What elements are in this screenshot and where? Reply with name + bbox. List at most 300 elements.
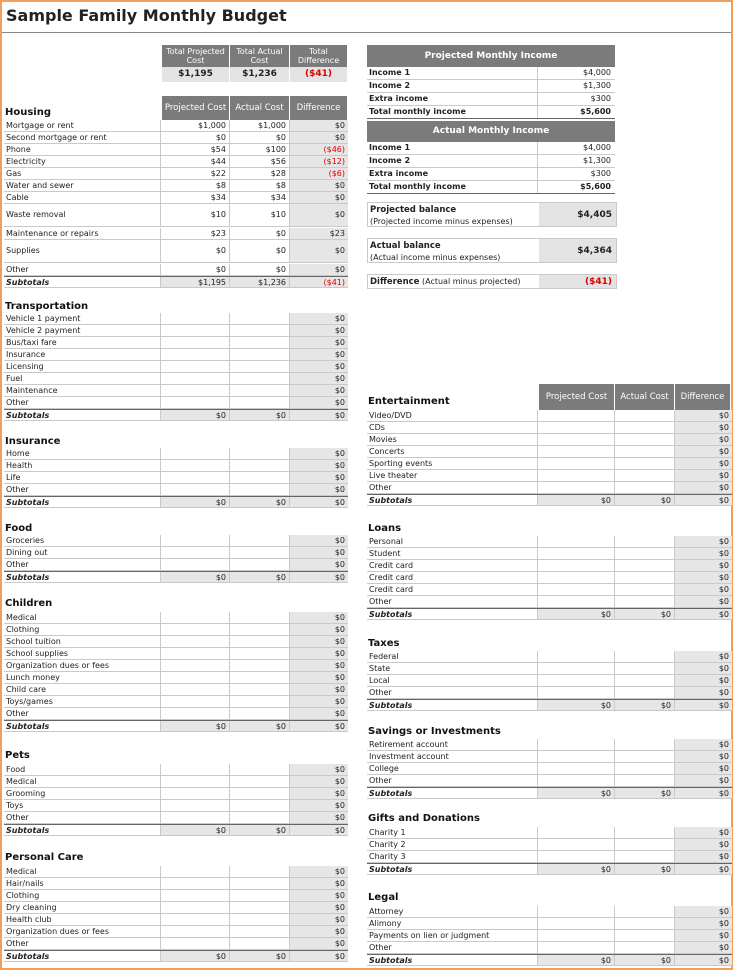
housing-row-actual: $56 xyxy=(230,156,290,167)
loans-row xyxy=(367,596,732,608)
personal_care-row-actual xyxy=(230,914,290,925)
housing-difference-header: Difference xyxy=(290,96,348,120)
taxes-row-difference: $0 xyxy=(675,663,732,674)
housing-row-label: Supplies xyxy=(4,240,161,262)
food-title: Food xyxy=(5,523,33,534)
legal-row-actual xyxy=(615,930,675,941)
food-subtotal-row-projected: $0 xyxy=(161,572,230,582)
pets-row-actual xyxy=(230,800,290,811)
transportation-row xyxy=(4,325,348,337)
transportation-row-projected xyxy=(161,337,230,348)
loans-row-actual xyxy=(615,560,675,571)
entertainment-row-difference: $0 xyxy=(675,470,732,481)
entertainment-row xyxy=(367,410,732,422)
loans-row-projected xyxy=(538,548,615,559)
housing-row xyxy=(4,168,348,180)
taxes-subtotal-row xyxy=(367,699,732,711)
housing-row-difference: $0 xyxy=(290,240,348,262)
children-row xyxy=(4,672,348,684)
savings-row xyxy=(367,739,732,751)
legal-row-label: Attorney xyxy=(367,906,538,917)
housing-row-label: Second mortgage or rent xyxy=(4,132,161,143)
savings-title: Savings or Investments xyxy=(368,726,501,737)
loans-row-projected xyxy=(538,596,615,607)
entertainment-row-projected xyxy=(538,470,615,481)
insurance-row-difference: $0 xyxy=(290,448,348,459)
savings-row-projected xyxy=(538,763,615,774)
housing-row xyxy=(4,132,348,144)
insurance-title: Insurance xyxy=(5,436,61,447)
insurance-subtotal-row-actual: $0 xyxy=(230,497,290,507)
housing-row-projected: $0 xyxy=(161,132,230,143)
housing-row-projected: $23 xyxy=(161,228,230,239)
insurance-row-actual xyxy=(230,460,290,471)
loans-row xyxy=(367,584,732,596)
transportation-row-difference: $0 xyxy=(290,385,348,396)
children-row-projected xyxy=(161,672,230,683)
entertainment-row-difference: $0 xyxy=(675,422,732,433)
legal-row-projected xyxy=(538,906,615,917)
pets-row-actual xyxy=(230,776,290,787)
transportation-row-label: Bus/taxi fare xyxy=(4,337,161,348)
loans-row-projected xyxy=(538,560,615,571)
taxes-row-label: State xyxy=(367,663,538,674)
housing-row-projected: $1,000 xyxy=(161,120,230,131)
housing-row-difference: $0 xyxy=(290,204,348,226)
food-row-difference: $0 xyxy=(290,559,348,570)
actual-balance-label: Actual balance xyxy=(370,241,441,251)
entertainment-row xyxy=(367,470,732,482)
housing-row-actual: $10 xyxy=(230,204,290,226)
insurance-subtotal-row-label: Subtotals xyxy=(4,497,161,507)
entertainment-row-actual xyxy=(615,434,675,445)
taxes-row-label: Other xyxy=(367,687,538,698)
housing-row xyxy=(4,192,348,204)
food-row-projected xyxy=(161,535,230,546)
transportation-row-label: Licensing xyxy=(4,361,161,372)
personal_care-row-label: Health club xyxy=(4,914,161,925)
loans-row-projected xyxy=(538,572,615,583)
children-row-difference: $0 xyxy=(290,648,348,659)
housing-row-difference: $0 xyxy=(290,132,348,143)
loans-subtotal-row-projected: $0 xyxy=(538,609,615,619)
income-row-label: Extra income xyxy=(367,93,538,105)
food-subtotal-row xyxy=(4,571,348,583)
transportation-row xyxy=(4,349,348,361)
savings-row-difference: $0 xyxy=(675,751,732,762)
taxes-row xyxy=(367,687,732,699)
loans-row xyxy=(367,560,732,572)
personal_care-subtotal-row-projected: $0 xyxy=(161,951,230,961)
loans-row-actual xyxy=(615,596,675,607)
personal_care-row-label: Clothing xyxy=(4,890,161,901)
legal-row-label: Other xyxy=(367,942,538,953)
gifts-row xyxy=(367,839,732,851)
food-row-label: Dining out xyxy=(4,547,161,558)
transportation-row xyxy=(4,397,348,409)
transportation-row-difference: $0 xyxy=(290,397,348,408)
pets-row-actual xyxy=(230,812,290,823)
income-row-value: $4,000 xyxy=(583,143,611,152)
children-row xyxy=(4,696,348,708)
children-row-actual xyxy=(230,660,290,671)
legal-row-difference: $0 xyxy=(675,930,732,941)
personal_care-row-difference: $0 xyxy=(290,878,348,889)
loans-row-difference: $0 xyxy=(675,536,732,547)
entertainment-row xyxy=(367,482,732,494)
children-row-label: Organization dues or fees xyxy=(4,660,161,671)
total-difference-value: ($41) xyxy=(290,67,348,82)
loans-row xyxy=(367,548,732,560)
insurance-row-difference: $0 xyxy=(290,472,348,483)
insurance-subtotal-row-projected: $0 xyxy=(161,497,230,507)
personal_care-row xyxy=(4,902,348,914)
loans-row-projected xyxy=(538,584,615,595)
pets-row-projected xyxy=(161,800,230,811)
entertainment-row-projected xyxy=(538,482,615,493)
personal_care-row-projected xyxy=(161,914,230,925)
savings-row xyxy=(367,751,732,763)
food-row-difference: $0 xyxy=(290,535,348,546)
housing-row-difference: $0 xyxy=(290,120,348,131)
food-row-actual xyxy=(230,535,290,546)
personal_care-row-actual xyxy=(230,926,290,937)
entertainment-subtotal-row-difference: $0 xyxy=(675,495,732,505)
housing-subtotal-row-difference: ($41) xyxy=(290,277,348,287)
insurance-row xyxy=(4,484,348,496)
entertainment-subtotal-row-actual: $0 xyxy=(615,495,675,505)
transportation-row-label: Maintenance xyxy=(4,385,161,396)
children-row-projected xyxy=(161,636,230,647)
entertainment-actual-header: Actual Cost xyxy=(615,384,675,410)
personal_care-row-difference: $0 xyxy=(290,890,348,901)
transportation-row-difference: $0 xyxy=(290,349,348,360)
transportation-row-difference: $0 xyxy=(290,373,348,384)
insurance-row xyxy=(4,448,348,460)
taxes-row xyxy=(367,663,732,675)
projected-income-header: Projected Monthly Income xyxy=(367,45,615,67)
entertainment-row-difference: $0 xyxy=(675,410,732,421)
housing-row-actual: $0 xyxy=(230,132,290,143)
children-row-difference: $0 xyxy=(290,636,348,647)
transportation-row-actual xyxy=(230,385,290,396)
loans-row-actual xyxy=(615,584,675,595)
transportation-row-projected xyxy=(161,325,230,336)
personal_care-row-label: Medical xyxy=(4,866,161,877)
loans-row-actual xyxy=(615,572,675,583)
transportation-subtotal-row-difference: $0 xyxy=(290,410,348,420)
gifts-row-projected xyxy=(538,851,615,862)
gifts-row-difference: $0 xyxy=(675,839,732,850)
loans-row-projected xyxy=(538,536,615,547)
entertainment-row xyxy=(367,434,732,446)
housing-row xyxy=(4,120,348,132)
difference-value: ($41) xyxy=(539,275,616,288)
transportation-row-actual xyxy=(230,325,290,336)
housing-row-label: Maintenance or repairs xyxy=(4,228,161,239)
loans-row-label: Personal xyxy=(367,536,538,547)
housing-row xyxy=(4,228,348,240)
taxes-row-label: Federal xyxy=(367,651,538,662)
projected-balance xyxy=(367,202,617,227)
savings-subtotal-row xyxy=(367,787,732,799)
loans-subtotal-row-difference: $0 xyxy=(675,609,732,619)
pets-row-difference: $0 xyxy=(290,764,348,775)
transportation-row-difference: $0 xyxy=(290,325,348,336)
income-row-value: $4,000 xyxy=(583,68,611,77)
transportation-row-projected xyxy=(161,361,230,372)
housing-row xyxy=(4,156,348,168)
total-projected-value: $1,195 xyxy=(162,67,230,82)
children-row-label: School supplies xyxy=(4,648,161,659)
entertainment-row-label: CDs xyxy=(367,422,538,433)
personal_care-row-actual xyxy=(230,890,290,901)
children-subtotal-row xyxy=(4,720,348,732)
legal-row-projected xyxy=(538,930,615,941)
children-row-label: Child care xyxy=(4,684,161,695)
savings-row xyxy=(367,775,732,787)
taxes-row xyxy=(367,651,732,663)
children-row-projected xyxy=(161,708,230,719)
children-row-actual xyxy=(230,624,290,635)
savings-row xyxy=(367,763,732,775)
pets-title: Pets xyxy=(5,750,30,761)
personal_care-row-actual xyxy=(230,902,290,913)
legal-row-actual xyxy=(615,942,675,953)
income-row-value: $300 xyxy=(590,94,611,103)
legal-subtotal-row xyxy=(367,954,732,966)
personal_care-row-difference: $0 xyxy=(290,914,348,925)
personal_care-row-projected xyxy=(161,878,230,889)
actual-balance-note: (Actual income minus expenses) xyxy=(370,253,501,262)
entertainment-row-difference: $0 xyxy=(675,446,732,457)
personal_care-row xyxy=(4,866,348,878)
transportation-subtotal-row xyxy=(4,409,348,421)
entertainment-row xyxy=(367,446,732,458)
housing-actual-header: Actual Cost xyxy=(230,96,290,120)
income-row-label: Total monthly income xyxy=(367,106,538,118)
gifts-row-actual xyxy=(615,827,675,838)
food-row-projected xyxy=(161,559,230,570)
income-row-label: Income 1 xyxy=(367,142,538,154)
loans-row xyxy=(367,536,732,548)
gifts-row-projected xyxy=(538,827,615,838)
food-row-label: Groceries xyxy=(4,535,161,546)
taxes-row-actual xyxy=(615,663,675,674)
transportation-row xyxy=(4,361,348,373)
housing-row xyxy=(4,264,348,276)
insurance-row-difference: $0 xyxy=(290,460,348,471)
income-row-label: Total monthly income xyxy=(367,181,538,193)
children-subtotal-row-actual: $0 xyxy=(230,721,290,731)
children-row-label: Toys/games xyxy=(4,696,161,707)
personal_care-subtotal-row-actual: $0 xyxy=(230,951,290,961)
children-row-label: Medical xyxy=(4,612,161,623)
food-row xyxy=(4,535,348,547)
insurance-row-label: Home xyxy=(4,448,161,459)
transportation-row xyxy=(4,373,348,385)
pets-row xyxy=(4,764,348,776)
pets-row-difference: $0 xyxy=(290,812,348,823)
loans-title: Loans xyxy=(368,523,402,534)
taxes-row-actual xyxy=(615,687,675,698)
savings-row-difference: $0 xyxy=(675,763,732,774)
children-row xyxy=(4,684,348,696)
entertainment-row xyxy=(367,422,732,434)
personal_care-row-projected xyxy=(161,890,230,901)
food-subtotal-row-label: Subtotals xyxy=(4,572,161,582)
children-row-difference: $0 xyxy=(290,660,348,671)
gifts-subtotal-row-projected: $0 xyxy=(538,864,615,874)
children-row-difference: $0 xyxy=(290,624,348,635)
pets-subtotal-row-actual: $0 xyxy=(230,825,290,835)
taxes-row-projected xyxy=(538,687,615,698)
gifts-row-difference: $0 xyxy=(675,851,732,862)
transportation-row-difference: $0 xyxy=(290,337,348,348)
transportation-subtotal-row-actual: $0 xyxy=(230,410,290,420)
gifts-title: Gifts and Donations xyxy=(368,813,480,824)
legal-row-projected xyxy=(538,942,615,953)
pets-row-projected xyxy=(161,764,230,775)
taxes-row xyxy=(367,675,732,687)
transportation-subtotal-row-label: Subtotals xyxy=(4,410,161,420)
income-row xyxy=(367,168,615,181)
savings-row-label: College xyxy=(367,763,538,774)
income-row-value: $1,300 xyxy=(583,156,611,165)
personal_care-row-projected xyxy=(161,866,230,877)
housing-row-label: Water and sewer xyxy=(4,180,161,191)
taxes-row-projected xyxy=(538,675,615,686)
personal_care-row xyxy=(4,926,348,938)
housing-row-label: Waste removal xyxy=(4,204,161,226)
taxes-row-difference: $0 xyxy=(675,651,732,662)
pets-row-actual xyxy=(230,764,290,775)
housing-row-projected: $0 xyxy=(161,264,230,275)
savings-row-projected xyxy=(538,739,615,750)
income-row xyxy=(367,80,615,93)
personal_care-row-actual xyxy=(230,878,290,889)
transportation-row-label: Fuel xyxy=(4,373,161,384)
housing-row xyxy=(4,204,348,227)
personal_care-row-projected xyxy=(161,926,230,937)
projected-balance-note: (Projected income minus expenses) xyxy=(370,217,513,226)
savings-row-actual xyxy=(615,751,675,762)
housing-row-actual: $8 xyxy=(230,180,290,191)
loans-row-label: Credit card xyxy=(367,572,538,583)
projected-balance-value: $4,405 xyxy=(539,203,616,226)
loans-row-label: Student xyxy=(367,548,538,559)
personal_care-subtotal-row-label: Subtotals xyxy=(4,951,161,961)
housing-row-difference: $0 xyxy=(290,180,348,191)
savings-row-label: Retirement account xyxy=(367,739,538,750)
entertainment-subtotal-row-projected: $0 xyxy=(538,495,615,505)
entertainment-row-projected xyxy=(538,434,615,445)
housing-row-actual: $34 xyxy=(230,192,290,203)
insurance-row-projected xyxy=(161,448,230,459)
children-row-actual xyxy=(230,636,290,647)
food-row xyxy=(4,559,348,571)
children-row-projected xyxy=(161,624,230,635)
title-rule xyxy=(2,32,731,33)
savings-row-projected xyxy=(538,775,615,786)
housing-row-projected: $34 xyxy=(161,192,230,203)
income-row xyxy=(367,106,615,119)
total-actual-value: $1,236 xyxy=(230,67,290,82)
entertainment-row-actual xyxy=(615,422,675,433)
housing-row-label: Cable xyxy=(4,192,161,203)
children-row-label: Lunch money xyxy=(4,672,161,683)
loans-row xyxy=(367,572,732,584)
loans-row-difference: $0 xyxy=(675,572,732,583)
transportation-row xyxy=(4,337,348,349)
gifts-subtotal-row-actual: $0 xyxy=(615,864,675,874)
children-row-actual xyxy=(230,648,290,659)
page-title: Sample Family Monthly Budget xyxy=(6,6,287,25)
gifts-row-label: Charity 1 xyxy=(367,827,538,838)
entertainment-projected-header: Projected Cost xyxy=(539,384,615,410)
gifts-row-actual xyxy=(615,851,675,862)
pets-row-projected xyxy=(161,776,230,787)
loans-row-actual xyxy=(615,548,675,559)
legal-row-actual xyxy=(615,918,675,929)
insurance-row-actual xyxy=(230,472,290,483)
income-row xyxy=(367,142,615,155)
income-row-value: $1,300 xyxy=(583,81,611,90)
transportation-row xyxy=(4,385,348,397)
legal-row-actual xyxy=(615,906,675,917)
children-row-actual xyxy=(230,696,290,707)
personal_care-row xyxy=(4,938,348,950)
entertainment-row-projected xyxy=(538,458,615,469)
loans-row-difference: $0 xyxy=(675,560,732,571)
children-row-label: School tuition xyxy=(4,636,161,647)
personal_care-row-label: Dry cleaning xyxy=(4,902,161,913)
housing-subtotal-row-projected: $1,195 xyxy=(161,277,230,287)
insurance-row-projected xyxy=(161,460,230,471)
legal-row-label: Payments on lien or judgment xyxy=(367,930,538,941)
gifts-row-label: Charity 3 xyxy=(367,851,538,862)
income-row-label: Income 2 xyxy=(367,155,538,167)
housing-row-projected: $22 xyxy=(161,168,230,179)
housing-row-projected: $44 xyxy=(161,156,230,167)
gifts-subtotal-row-label: Subtotals xyxy=(367,864,538,874)
taxes-row-difference: $0 xyxy=(675,675,732,686)
pets-row-label: Food xyxy=(4,764,161,775)
savings-row-actual xyxy=(615,739,675,750)
loans-row-label: Credit card xyxy=(367,560,538,571)
gifts-row xyxy=(367,827,732,839)
total-projected-header: Total Projected Cost xyxy=(162,45,230,67)
insurance-row-difference: $0 xyxy=(290,484,348,495)
pets-row-difference: $0 xyxy=(290,788,348,799)
pets-row-actual xyxy=(230,788,290,799)
entertainment-subtotal-row xyxy=(367,494,732,506)
children-row-projected xyxy=(161,648,230,659)
personal_care-row-difference: $0 xyxy=(290,938,348,949)
pets-row-projected xyxy=(161,812,230,823)
food-row-difference: $0 xyxy=(290,547,348,558)
pets-row-label: Grooming xyxy=(4,788,161,799)
housing-subtotal-row xyxy=(4,276,348,288)
personal_care-row-label: Other xyxy=(4,938,161,949)
children-title: Children xyxy=(5,598,53,609)
pets-row-label: Toys xyxy=(4,800,161,811)
pets-row xyxy=(4,788,348,800)
loans-row-difference: $0 xyxy=(675,584,732,595)
pets-row-label: Medical xyxy=(4,776,161,787)
entertainment-row-label: Concerts xyxy=(367,446,538,457)
housing-row xyxy=(4,180,348,192)
